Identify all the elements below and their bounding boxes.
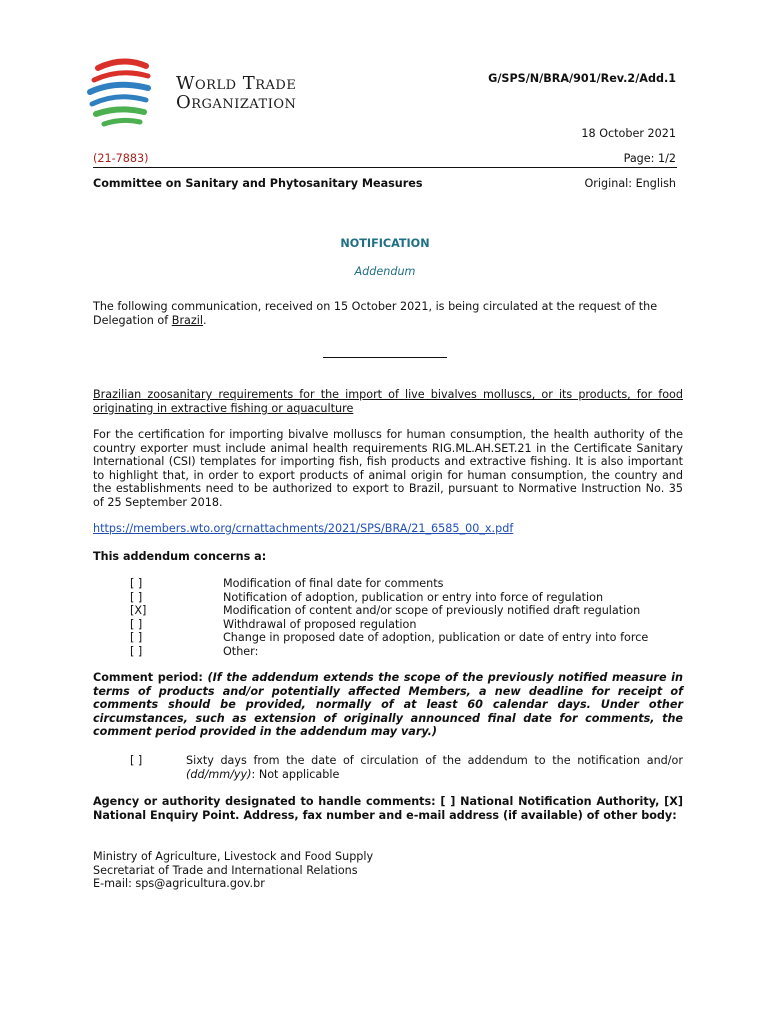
option-row bbox=[130, 645, 680, 659]
agency-line: Secretariat of Trade and International Relations bbox=[93, 863, 358, 877]
header-divider bbox=[93, 167, 677, 168]
subject-title: Brazilian zoosanitary requirements for the import of live bivalves molluscs, or its products, for food originating in extractive fishing or aquaculture bbox=[93, 388, 683, 415]
option-checkbox: [ ] bbox=[130, 644, 143, 658]
intro-text: The following communication, received on 15 October 2021, is being circulated at the request of the Delegation of bbox=[93, 300, 658, 327]
agency-heading: Agency or authority designated to handle comments: [ ] National Notification Authority, [X] National Enquiry Point. Address, fax number and e-mail address (if available) of other body: bbox=[93, 795, 683, 822]
page-number: Page: 1/2 bbox=[623, 152, 676, 165]
intro-paragraph bbox=[93, 300, 677, 327]
agency-email: E-mail: sps@agricultura.gov.br bbox=[93, 877, 265, 890]
comment-period-option-checkbox: [ ] bbox=[130, 754, 143, 767]
comment-period-date-format: (dd/mm/yy) bbox=[186, 767, 252, 781]
agency-line: Ministry of Agriculture, Livestock and Food Supply bbox=[93, 850, 374, 863]
original-language: Original: English bbox=[584, 177, 676, 190]
comment-period-paragraph bbox=[93, 671, 683, 739]
option-label: Modification of content and/or scope of previously notified draft regulation bbox=[223, 604, 641, 617]
option-row bbox=[130, 604, 680, 618]
agency-address bbox=[93, 850, 683, 891]
option-label: Change in proposed date of adoption, publication or date of entry into force bbox=[223, 631, 649, 644]
option-row bbox=[130, 591, 680, 605]
document-date: 18 October 2021 bbox=[581, 127, 676, 140]
comment-period-label: Comment period: bbox=[93, 671, 208, 684]
option-label: Notification of adoption, publication or entry into force of regulation bbox=[223, 590, 604, 604]
intro-text-end: . bbox=[203, 313, 207, 327]
notification-title: NOTIFICATION bbox=[340, 237, 430, 250]
option-label: Other: bbox=[223, 644, 259, 658]
org-name-line2: Organization bbox=[176, 92, 297, 113]
document-symbol: G/SPS/N/BRA/901/Rev.2/Add.1 bbox=[488, 72, 676, 85]
addendum-subtitle: Addendum bbox=[354, 265, 416, 278]
option-checkbox: [ ] bbox=[130, 577, 143, 590]
comment-period-option-text: Sixty days from the date of circulation of the addendum to the notification and/or bbox=[186, 754, 683, 767]
option-label: Modification of final date for comments bbox=[223, 577, 444, 590]
option-row bbox=[130, 631, 680, 645]
option-checkbox: [X] bbox=[130, 604, 147, 617]
comment-period-text: (If the addendum extends the scope of the previously notified measure in terms of products and/or potentially affected Members, a new deadline for receipt of comments should be provided, normally of at least 60 calendar days. Under other circumstances, such as extension of originally announced final date for comments, the comment period provided in the addendum may vary.) bbox=[93, 671, 683, 738]
org-name-line1: World Trade bbox=[176, 73, 297, 94]
section-separator bbox=[323, 357, 447, 358]
comment-period-option-value: : Not applicable bbox=[251, 767, 340, 781]
addendum-options-list bbox=[130, 577, 680, 658]
option-checkbox: [ ] bbox=[130, 617, 143, 631]
reference-number: (21-7883) bbox=[93, 152, 149, 165]
description-paragraph: For the certification for importing bivalve molluscs for human consumption, the health authority of the country exporter must include animal health requirements RIG.ML.AH.SET.21 in the Certificate Sanitary International (CSI) templates for importing fish, fish products and extractive fishing. It is also important to highlight that, in order to export products of animal origin for human consumption, the country and the establishments need to be authorized to export to Brazil, pursuant to Normative Instruction No. 35 of 25 September 2018. bbox=[93, 428, 683, 509]
addendum-concerns-heading: This addendum concerns a: bbox=[93, 550, 267, 563]
comment-period-option bbox=[186, 754, 683, 781]
option-checkbox: [ ] bbox=[130, 631, 143, 644]
option-row bbox=[130, 618, 680, 632]
member-name: Brazil bbox=[171, 313, 204, 327]
option-checkbox: [ ] bbox=[130, 590, 143, 604]
option-label: Withdrawal of proposed regulation bbox=[223, 617, 417, 631]
option-row bbox=[130, 577, 680, 591]
wto-logo bbox=[84, 58, 344, 128]
attachment-link[interactable]: https://members.wto.org/crnattachments/2021/SPS/BRA/21_6585_00_x.pdf bbox=[93, 522, 514, 535]
wto-logo-icon bbox=[84, 58, 164, 130]
committee-name: Committee on Sanitary and Phytosanitary Measures bbox=[93, 177, 423, 190]
